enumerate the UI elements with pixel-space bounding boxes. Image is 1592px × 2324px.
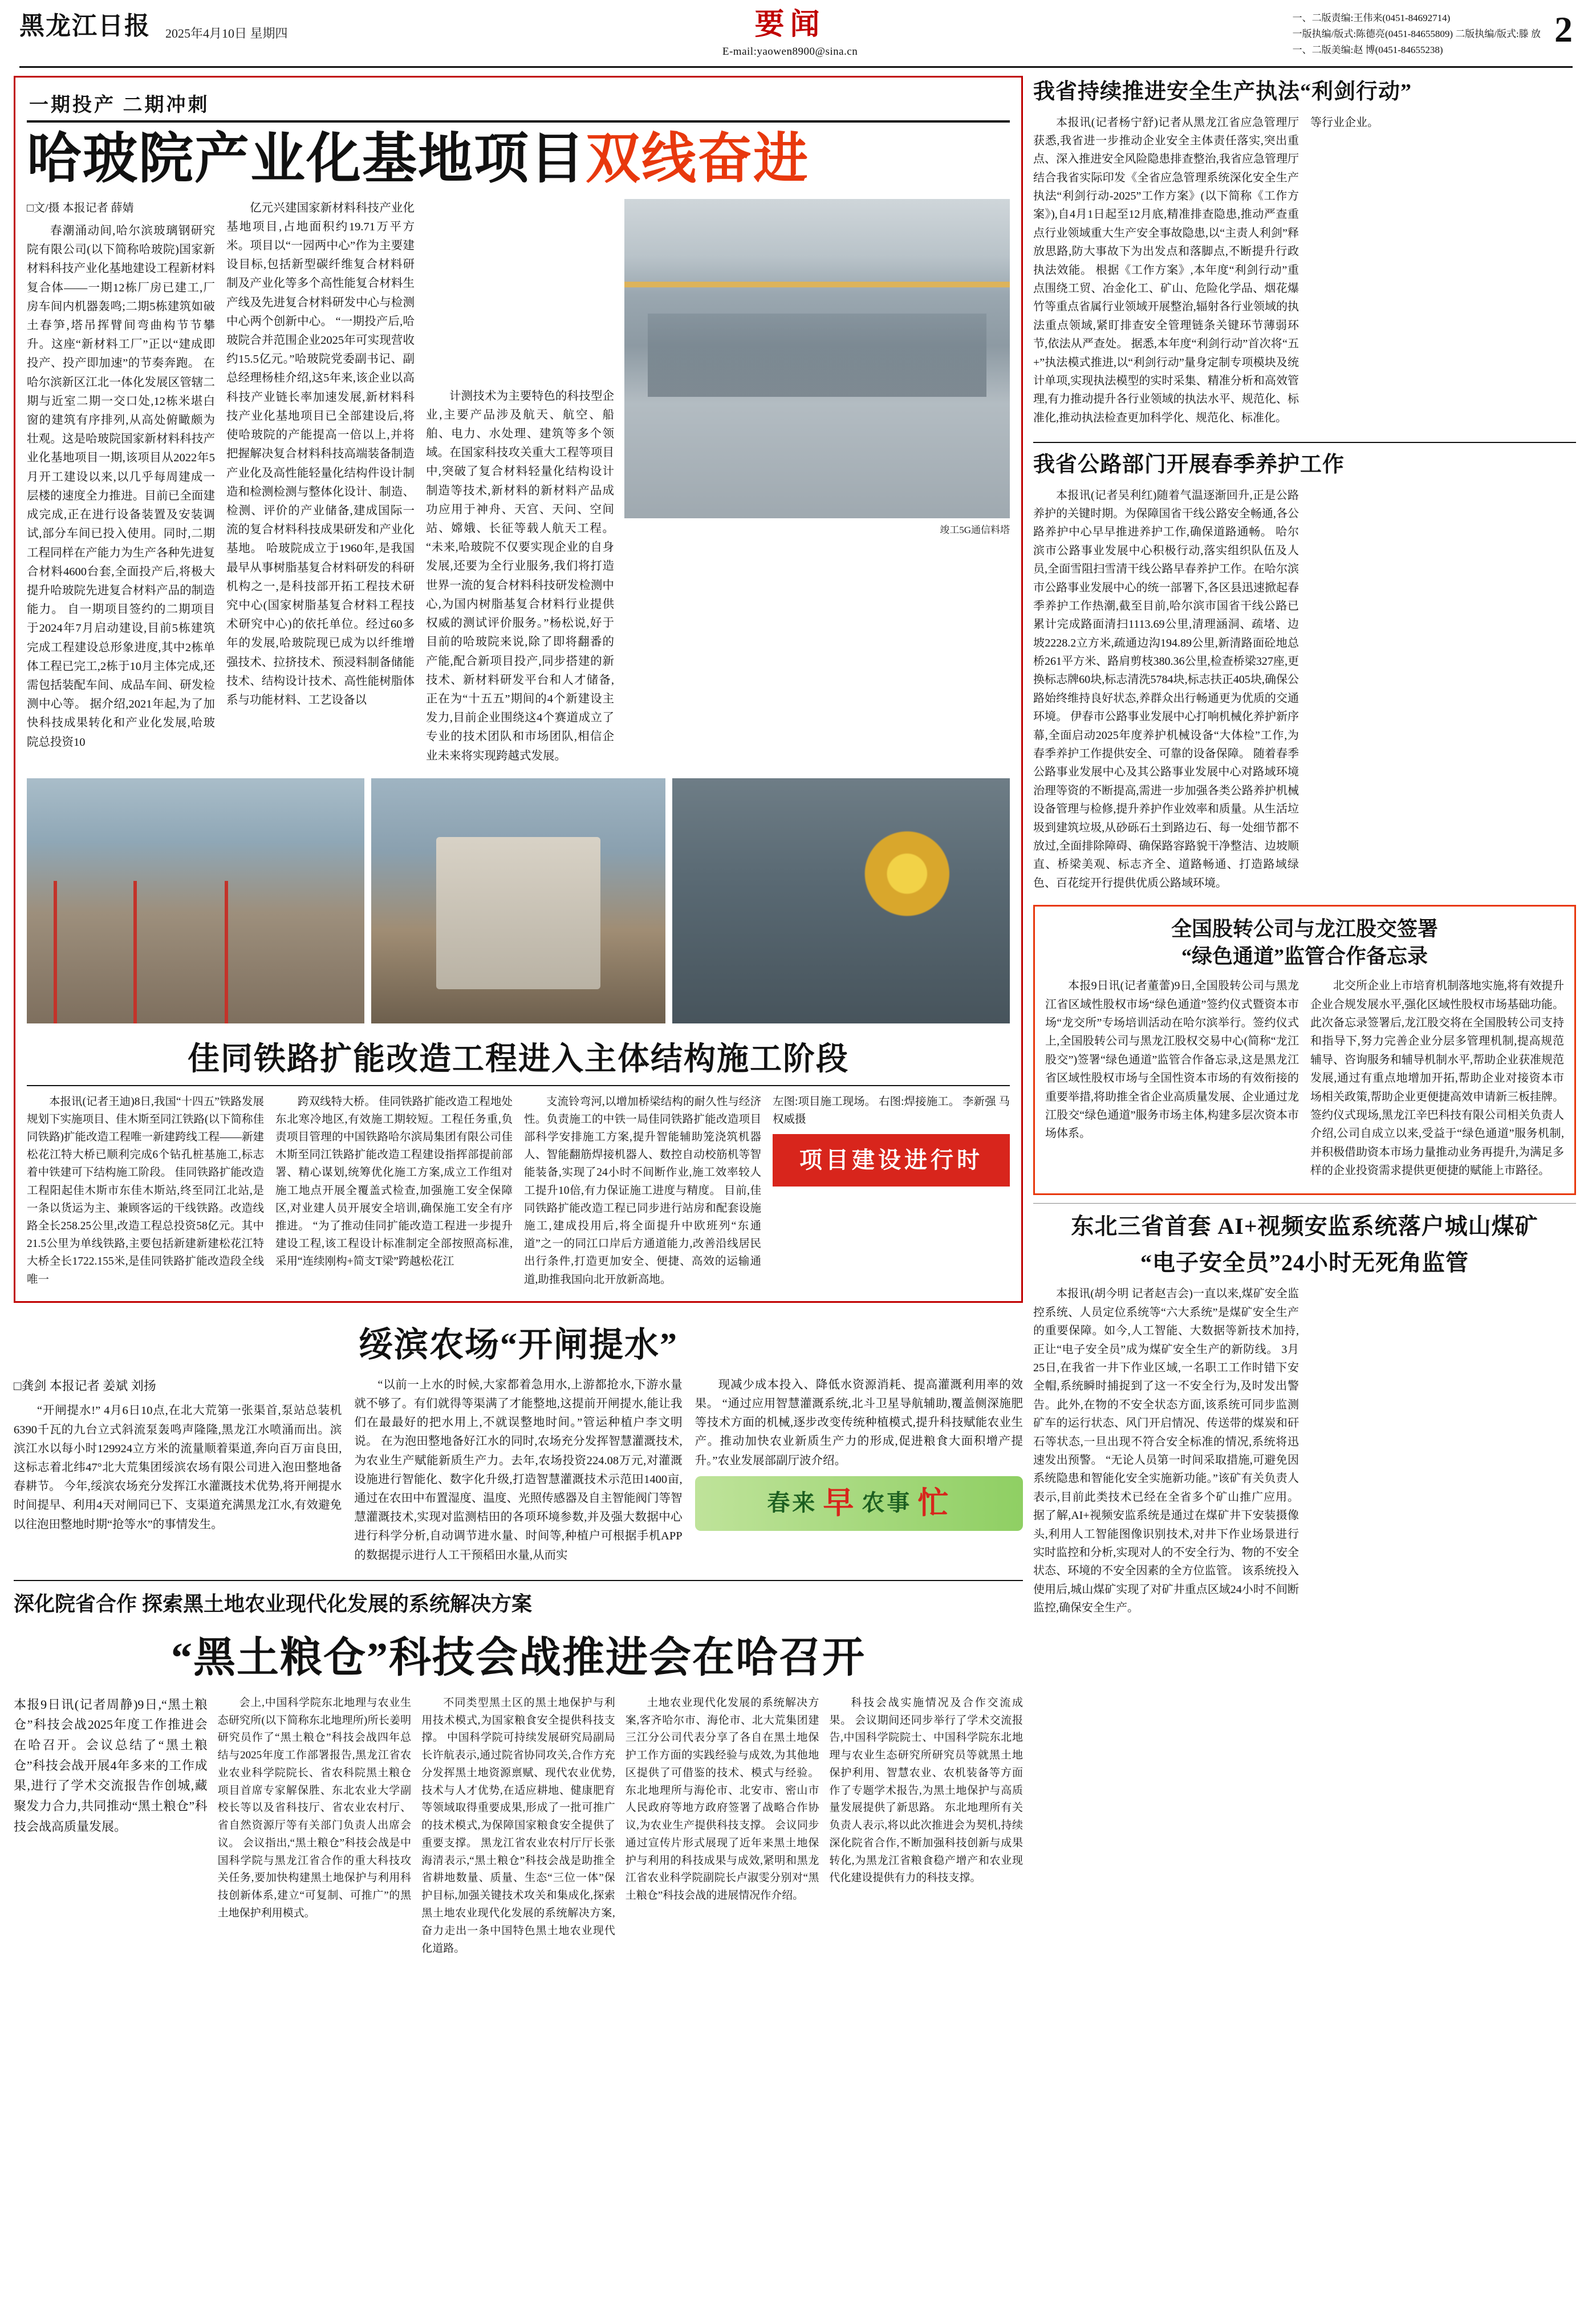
lead-col-1 (27, 199, 215, 770)
rail-story-title: 佳同铁路扩能改造工程进入主体结构施工阶段 (188, 1041, 849, 1077)
rail-photo-weld (672, 778, 1010, 1023)
spring-farming-badge (695, 1476, 1023, 1531)
right-story-3-body-2: 北交所企业上市培育机制落地实施,将有效提升企业合规发展水平,强化区域性股权市场基础功能。 此次备忘录签署后,龙江股交将在全国股转公司支持和指导下,努力完善企业分层多管理机制,提高规范辅导、咨询服务和辅导机制水平,帮助企业获准规范发展,通过有重点地增加开拓,帮助企业对接资本市场相关政策,帮助企业更便捷高效申请新三板挂牌。 签约仪式现场,黑龙江辛巴科技有限公司相关负责人介绍,公司自成立以来,受益于“绿色通道”服务机制,并积极借助资本市场力量推动业务再提升,为满足多样的企业投资需求提供更便捷的赋能上市路径。 (1310, 980, 1564, 1177)
right-divider-1 (1033, 442, 1576, 443)
publication-date: 2025年4月10日 星期四 (165, 26, 288, 40)
lead-photo-caption: 竣工5G通信料塔 (940, 524, 1010, 535)
editor-credits (1293, 10, 1541, 58)
farm-paragraph-2: “以前一上水的时候,大家都着急用水,上游都抢水,下游水量就不够了。有们就得等渠满了才能整地,这提前开闸提水,能让我们在最最好的把水用上,不就误整地时间。”管运种植户李文明说。 在为泡田整地备好江水的同时,农场充分发挥智慧灌溉技术,为农业生产赋能新质生产力。去年,农场投资224.08万元,对灌溉设施进行智能化、数字化升级,打造智慧灌溉技术示范田1400亩,通过在农田中布置湿度、温度、光照传感器及自主智能阀门等智慧灌溉技术,实现对监测桔田的各项环境参数,并及强大数据中心进行科学分析,自动调节进水量、时间等,种植户可根据手机APP的数据提示进行人工干预稻田水量,从而实 (354, 1378, 683, 1562)
rail-photo-strip (27, 778, 1010, 1023)
right-story-4-col-1 (1033, 1285, 1299, 1622)
heitu-paragraph-4: 科技会战实施情况及合作交流成果。 会议期间还同步举行了学术交流报告,中国科学院院士、中国科学院东北地理与农业生态研究所研究员等就黑土地保护利用、智慧农业、农机装备等方面作了专题学术报告,为黑土地保护与高质量发展提供了新思路。 东北地理所有关负责人表示,将以此次推进会为契机,持续深化院省合作,不断加强科技创新与成果转化,为黑龙江省粮食稳产增产和农业现代化建设提供有力的科技支撑。 (829, 1696, 1023, 1884)
masthead-rule (19, 66, 1573, 68)
farm-col-2 (354, 1376, 682, 1570)
heitu-article (14, 1588, 1023, 1962)
right-story-4-body: 本报讯(胡今明 记者赵吉会)一直以来,煤矿安全监控系统、人员定位系统等“六大系统”是煤矿安全生产的重要保障。如今,人工智能、大数据等新技术加持,正让“电子安全员”成为煤矿安全生产的新防线。 3月25日,在我省一井下作业区域,一名职工工作时错下安全帽,系统瞬时捕捉到了这一不安全行为,及时发出警告。此外,在物的不安全状态方面,该系统可同步监测矿车的运行状态、风门开启情况、传送带的煤炭和矸石等状态,一旦出现不符合安全标准的情况,系统将迅速发出预警。 “无论人员第一时间采取措施,可避免因系统隐患和智能化安全实施新功能。”该矿有关负责人表示,目前此类技术已经在全省多个矿山推广应用。 据了解,AI+视频安监系统是通过在煤矿井下安装摄像头,利用人工智能图像识别技术,对井下作业场景进行实时监控和分析,实现对人的不安全行为、物的不安全状态、环境的不安全因素的全方位监管。 该系统投入使用后,城山煤矿实现了对矿井重点区域24小时不间断监控,确保安全生产。 (1033, 1287, 1299, 1615)
masthead-right (1293, 10, 1573, 58)
right-story-1-columns (1033, 113, 1576, 432)
heitu-columns (14, 1695, 1023, 1962)
rail-title-rule (27, 1085, 1010, 1086)
lead-headline-part1: 哈玻院产业化基地项目 (27, 128, 586, 190)
farm-paragraph-3: 现减少成本投入、降低水资源消耗、提高灌溉利用率的效果。 “通过应用智慧灌溉系统,北斗卫星导航辅助,覆盖侧深施肥等技术方面的机械,逐步改变传统种植模式,提升科技赋能农业生产。推动加快农业新质生产力的形成,促进粮食大面积增产提升。”农业发展部副厅波介绍。 (695, 1378, 1023, 1467)
kicker-rule (27, 120, 1010, 123)
masthead-center (722, 10, 858, 58)
rail-photo-site (27, 778, 364, 1023)
heitu-col-0 (14, 1695, 208, 1962)
right-divider-2 (1033, 1203, 1576, 1204)
lead-paragraph-1: 春潮涌动间,哈尔滨玻璃钢研究院有限公司(以下简称哈玻院)国家新材料科技产业化基地建设工程新材料复合体——一期12栋厂房已建工,厂房车间内机器轰鸣;二期5栋建筑如破土春笋,塔吊挥臂间弯曲构节节攀升。这座“新材料工厂”正以“建成即投产、投产即加速”的节奏奔跑。 在哈尔滨新区江北一体化发展区管辖二期与近室二期一交口处,12栋米堪白窗的建筑有序排列,从高处俯瞰颇为壮观。这是哈玻院国家新材料科技产业化基地项目一期,该项目从2022年5月开工建设以来,以几乎每周建成一层楼的速度全力推进。目前已全面建成完成,正在进行设备装置及安装调试,部分车间已投入使用。同时,二期工程同样在产能力为生产各种先进复合材料4600台套,全面投产后,将极大提升哈玻院先进复合材料产品的制造能力。 自一期项目签约的二期项目于2024年7月启动建设,目前5栋建筑完成工程建设总形象进度,其中2栋单体工程已完工,2栋于10月主体完成,还需包括装配车间、成品车间、研发检测中心等。 据介绍,2021年起,为了加快科技成果转化和产业化发展,哈玻院总投资10 (27, 225, 215, 749)
right-story-2-body: 本报讯(记者吴利红)随着气温逐渐回升,正是公路养护的关键时期。为保障国省干线公路安全畅通,各公路养护中心早早推进养护工作,确保道路通畅。 哈尔滨市公路事业发展中心积极行动,落实组织队伍及人员,全面雪阻扫雪清干线公路早春养护工作。在哈尔滨市公路事业发展中心的统一部署下,各区县迅速掀起春季养护工作热潮,截至目前,哈尔滨市国省干线公路已累计完成路面清扫1113.69公里,清理涵洞、疏堵、边坡2228.2立方米,疏通边沟194.89公里,新清路面砼地总桥261平方米、路肩剪枝380.36公里,检查桥梁327座,更换标志牌60块,标志清洗5784块,标志扶正405块,确保公路始终维持良好状态,养群众出行畅通更为优质的交通环境。 伊春市公路事业发展中心打响机械化养护新序幕,全面启动2025年度养护机械设备“大体检”工作,为春季养护工作提供安全、可靠的设备保障。 随着春季公路事业发展中心及其公路事业发展中心对路域环境治理等资的不断提高,需进一步加强各类公路养护机械设备管理与检修,提升养护作业效率和质量。从生活垃圾到建筑垃圾,从砂砾石土到路边石、每一处细节都不放过,全面排除障碍、确保路容路貌干净整洁、边坡顺直、桥梁美观、标志齐全、道路畅通、打造路域绿色、百花绽开行提供优质公路域环境。 (1033, 489, 1299, 889)
right-story-1-title: 我省持续推进安全生产执法“利剑行动” (1033, 80, 1412, 104)
farm-title: 绥滨农场“开闸提水” (359, 1326, 678, 1364)
heitu-title-part1: “黑土粮仓” (171, 1634, 389, 1681)
newspaper-logo: 黑龙江日报 (19, 12, 151, 40)
heitu-lede: 本报9日讯(记者周静)9日,“黑土粮仓”科技会战2025年度工作推进会在哈召开。会议总结了“黑土粮仓”科技会战开展4年多来的工作成果,进行了学术交流报告作创城,藏聚发力合力,共同推动“黑土粮仓”科技会战高质量发展。 (14, 1697, 208, 1834)
rail-photo-pier (371, 778, 665, 1023)
right-story-3-title-2: “绿色通道”监管合作备忘录 (1181, 944, 1428, 968)
lead-article (14, 76, 1023, 1303)
right-column (1033, 76, 1576, 1962)
lead-col-3 (426, 199, 614, 770)
right-story-4 (1033, 1212, 1576, 1622)
lead-body (27, 199, 1010, 770)
page-number: 2 (1554, 9, 1573, 50)
credit-line-2: 一版执编/版式:陈德亮(0451-84655809) 二版执编/版式:滕 放 (1292, 29, 1541, 40)
rail-paragraph-1: 本报讯(记者王迪)8日,我国“十四五”铁路发展规划下实施项目、佳木斯至同江铁路(以下简称佳同铁路)扩能改造工程唯一新建跨线工程——新建松花江特大桥已顺利完成6个钻孔桩基施工,标志着中铁建可下结构施工阶段。 佳同铁路扩能改造工程阳起佳木斯市东佳木斯站,终至同江北站,是一条以货运为主、兼顾客运的干线铁路。改造线路全长258.25公里,改造工程总投资58亿元。其中21.5公里为单线铁路,主要包括新建新建松花江特大桥全长1722.155米,是佳同铁路扩能改造段全线唯一 (27, 1095, 264, 1286)
right-story-3 (1033, 905, 1576, 1195)
right-story-2-title: 我省公路部门开展春季养护工作 (1033, 453, 1345, 477)
section-title: 要闻 (754, 9, 826, 41)
lead-photo (624, 199, 1010, 518)
lead-headline-part2: 双线奋进 (586, 128, 809, 190)
lead-paragraph-3: 计测技术为主要特色的科技型企业,主要产品涉及航天、航空、船舶、电力、水处理、建筑等多个领域。在国家科技攻关重大工程等项目中,突破了复合材料轻量化结构设计制造等技术,新材料的新材料产品成功应用于神舟、天宫、天问、空间站、嫦娥、长征等载人航天工程。 “未来,哈玻院不仅要实现企业的自身发展,还要为全行业服务,我们将打造世界一流的复合材料科技研发检测中心,为国内树脂基复合材料行业提供权威的测试评价服务。”杨松说,好于目前的哈玻院来说,除了即将翻番的产能,配合新项目投产,同步搭建的新技术、新材料研发平台和人才储备,正在为“十五五”期间的4个新建设主发力,目前企业围绕这4个赛道成立了专业的技术团队和市场团队,相信企业未来将实现跨越式发展。 (426, 389, 614, 762)
spring-badge-text: 春来 早 农事 忙 (767, 1486, 951, 1521)
rail-col-1 (27, 1093, 264, 1293)
lead-headline (27, 128, 1010, 190)
lead-text-columns (27, 199, 614, 770)
heitu-col-4 (829, 1695, 1023, 1962)
lead-kicker: 一期投产 二期冲刺 (29, 95, 210, 116)
right-story-2-col-1 (1033, 486, 1299, 897)
farm-byline: □龚剑 本报记者 姜斌 刘扬 (14, 1378, 156, 1393)
farm-paragraph-1: “开闸提水!” 4月6日10点,在北大荒第一张渠首,泵站总装机6390千瓦的九台立式斜流泵轰鸣声隆隆,黑龙江水喷涌而出。滨滨江水以每小时129924立方米的流量顺着渠道,奔向百万亩良田,这标志着北纬47°北大荒集团绥滨农场有限公司进入泡田整地备春耕节。 今年,绥滨农场充分发挥江水灌溉技术优势,将开闸提水时间提早、利用4天对闸同已下、支渠道充满黑龙江水,有效避免以往泡田整地时期“抢等水”的事情发生。 (14, 1404, 342, 1531)
right-story-1-col-2 (1310, 113, 1576, 432)
page-columns (14, 76, 1578, 1962)
heitu-col-3 (626, 1695, 819, 1962)
right-story-4-col-2 (1310, 1285, 1576, 1622)
farm-article (14, 1318, 1023, 1570)
left-column (14, 76, 1023, 1962)
farm-columns (14, 1376, 1023, 1570)
heitu-title-part2: 科技会战推进会在哈召开 (389, 1634, 866, 1681)
farm-col-1 (14, 1376, 342, 1570)
right-story-3-col-1 (1045, 977, 1299, 1184)
right-story-4-title-2: “电子安全员”24小时无死角监管 (1140, 1250, 1469, 1276)
right-story-3-title (1045, 916, 1564, 970)
right-story-2 (1033, 451, 1576, 897)
credit-line-3: 一、二版美编:赵 博(0451-84655238) (1292, 44, 1443, 56)
right-story-4-title-1: 东北三省首套 AI+视频安监系统落户城山煤矿 (1071, 1213, 1538, 1240)
farm-bottom-rule (14, 1580, 1023, 1581)
farm-col-3 (695, 1376, 1023, 1570)
project-banner: 项目建设进行时 (773, 1134, 1010, 1187)
heitu-paragraph-1: 会上,中国科学院东北地理与农业生态研究所(以下简称东北地理所)所长姜明研究员作了“黑土粮仓”科技会战四年总结与2025年度工作部署报告,黑龙江省农业农业科学院院长、省农科院黑土粮仓项目首席专家解保胜、东北农业大学副校长等以及省科技厅、省农业农村厅、省自然资源厅等有关部门负责人出席会议。 会议指出,“黑土粮仓”科技会战是中国科学院与黑龙江省合作的重大科技攻关任务,要加快构建黑土地保护与利用科技创新体系,建立“可复制、可推广”的黑土地保护利用模式。 (217, 1696, 412, 1919)
rail-col-2 (275, 1093, 513, 1293)
right-story-4-columns (1033, 1285, 1576, 1622)
lead-col-2 (226, 199, 415, 770)
rail-paragraph-2: 跨双线特大桥。 佳同铁路扩能改造工程地处东北寒冷地区,有效施工期较短。工程任务重,负责项目管理的中国铁路哈尔滨局集团有限公司佳木斯至同江铁路扩能改造工程建设指挥部提前部署、精心谋划,统筹优化施工方案,成立工作组对施工地点开展全覆盖式检查,加强施工安全保障区,对业建人员开展安全培训,确保施工安全有序推进。 “为了推动佳同扩能改造工程进一步提升建设工程,该工程设计标准制定全部按照高标准,采用“连续刚构+简支T梁”跨越松花江 (275, 1095, 513, 1268)
right-story-2-col-2 (1310, 486, 1576, 897)
heitu-paragraph-3: 土地农业现代化发展的系统解决方案,客齐哈尔市、海伦市、北大荒集团建三江分公司代表分享了各自在黑土地保护工作方面的实践经验与成效,为其他地区提供了可借鉴的技术、模式与经验。 东北地理所与海伦市、北安市、密山市人民政府等地方政府签署了战略合作协议,为农业生产提供科技支撑。 会议同步通过宣传片形式展现了近年来黑土地保护与利用的科技成果与成效,紧明和黑龙江省农业科学院副院长卢淑雯分别对“黑土粮仓”科技会战的进展情况作介绍。 (625, 1696, 819, 1902)
heitu-col-2 (421, 1695, 615, 1962)
heitu-paragraph-2: 不同类型黑土区的黑土地保护与利用技术模式,为国家粮食安全提供科技支撑。 中国科学院可持续发展研究局副局长许航表示,通过院省协同攻关,合作方充分发挥黑土地资源禀赋、现代农业优势,技术与人才优势,在适应耕地、健康肥育等领域取得重要成果,形成了一批可推广的技术模式,为保障国家粮食安全提供了重要支撑。 黑龙江省农业农村厅厅长张海清表示,“黑土粮仓”科技会战是助推全省耕地数量、质量、生态“三位一体”保护目标,加强关键技术攻关和集成化,探索黑土地农业现代化发展的系统解决方案,奋力走出一条中国特色黑土地农业现代化道路。 (421, 1696, 615, 1955)
right-story-1-footnote: 等行业企业。 (1310, 116, 1379, 129)
right-story-3-title-1: 全国股转公司与龙江股交签署 (1171, 917, 1438, 941)
lead-photo-wrap (624, 199, 1010, 770)
right-story-2-columns (1033, 486, 1576, 897)
right-story-1-body: 本报讯(记者杨宁舒)记者从黑龙江省应急管理厅获悉,我省进一步推动企业安全主体责任落实,突出重点、深入推进安全风险隐患排查整治,我省应急管理厅结合我省实际印发《全省应急管理系统深化安全生产执法“利剑行动-2025”工作方案》(以下简称《工作方案》),自4月1日起至12月底,精准排查隐患,推动严查重点行业领域重大生产安全事故隐患,以“主责人利剑”释放思路,防大事故下为出发点和落脚点,不断提升行政执法效能。 根据《工作方案》,本年度“利剑行动”重点围绕工贸、冶金化工、矿山、危险化学品、烟花爆竹等重点省属行业领域开展整治,辐射各行业领域的执法重点领域,紧盯排查安全管理链条关键环节薄弱环节,依法从严查处。 据悉,本年度“利剑行动”首次将“五+”执法模式推进,以“利剑行动”量身定制专项模块及统计单项,实现执法模型的实时采集、精准分析和高效管理,有力推动提升各行业领域的执法水平、规范化、标准化,推动执法检查更加科学化、规范化、标准化。 (1033, 116, 1299, 424)
rail-photo-credits: 左图:项目施工现场。 右图:焊接施工。 李新强 马权威摄 (773, 1095, 1010, 1126)
heitu-col-1 (218, 1695, 412, 1962)
lead-byline: □文/摄 本报记者 薛婧 (27, 201, 134, 214)
right-story-1 (1033, 78, 1576, 432)
heitu-title (14, 1624, 1023, 1684)
credit-line-1: 一、二版责编:王伟来(0451-84692714) (1292, 13, 1451, 23)
rail-col-3 (524, 1093, 761, 1293)
right-story-3-col-2 (1310, 977, 1564, 1184)
rail-story-columns (27, 1093, 1010, 1293)
right-story-3-columns (1045, 977, 1564, 1184)
rail-col-4 (773, 1093, 1010, 1293)
rail-paragraph-3: 支流铃弯河,以增加桥梁结构的耐久性与经济性。负责施工的中铁一局佳同铁路扩能改造项目部科学安排施工方案,提升智能辅助笼浇筑机器人、智能翻筋焊接机器人、数控自动校筋机等智能装备,实现了24小时不间断作业,施工效率较人工提升10倍,有力保证施工进度与精度。 目前,佳同铁路扩能改造工程已同步进行站房和配套设施施工,建成投用后,将全面提升中欧班列“东通道”之一的同江口岸后方通道能力,改善沿线居民出行条件,打造更加安全、便捷、高效的运输通道,助推我国向北开放新高地。 (524, 1095, 761, 1286)
right-story-1-col-1 (1033, 113, 1299, 432)
right-story-3-body-1: 本报9日讯(记者董蕾)9日,全国股转公司与黑龙江省区域性股权市场“绿色通道”签约仪式暨资本市场“龙交所”专场培训活动在哈尔滨举行。签约仪式上,全国股转公司与黑龙江股权交易中心(简称“龙江股交”)签署“绿色通道”监管合作备忘录,这是黑龙江省区域性股权市场与全国性资本市场的有效衔接的重要举措,将助推全省企业高质量发展、企业通过龙江股交“绿色通道”服务市场主体,构建多层次资本市场体系。 (1045, 980, 1299, 1140)
section-email: E-mail:yaowen8900@sina.cn (722, 46, 858, 58)
masthead-left (19, 10, 288, 42)
lead-paragraph-2: 亿元兴建国家新材料科技产业化基地项目,占地面积约19.71万平方米。项目以“一园两中心”作为主要建设目标,包括新型碳纤维复合材料研制及产业化等多个高性能复合材料生产线及先进复合材料研发中心与检测中心两个创新中心。 “一期投产后,哈玻院合并范围企业2025年可实现营收约15.5亿元。”哈玻院党委副书记、副总经理杨桂介绍,这5年来,该企业以高科技产业链长率加速发展,新材料科技产业化基地项目已全部建设后,将使哈玻院的产能提高一倍以上,并将把握解决复合材料科技高端装备制造产业化及高性能轻量化结构件设计制造和检测检测与整体化设计、制造、检测、评价的产业储备,建成国际一流的复合材料科技成果研发和产业化基地。 哈玻院成立于1960年,是我国最早从事树脂基复合材料研发的科研机构之一,是科技部开拓工程技术研究中心(国家树脂基复合材料工程技术研究中心)的依托单位。经过60多年的发展,哈玻院现已成为以纤维增强技术、拉挤技术、预浸料制备储能技术、结构设计技术、高性能树脂体系与功能材料、工艺设备以 (226, 201, 415, 706)
masthead (14, 0, 1578, 64)
heitu-kicker: 深化院省合作 探索黑土地农业现代化发展的系统解决方案 (14, 1592, 533, 1615)
